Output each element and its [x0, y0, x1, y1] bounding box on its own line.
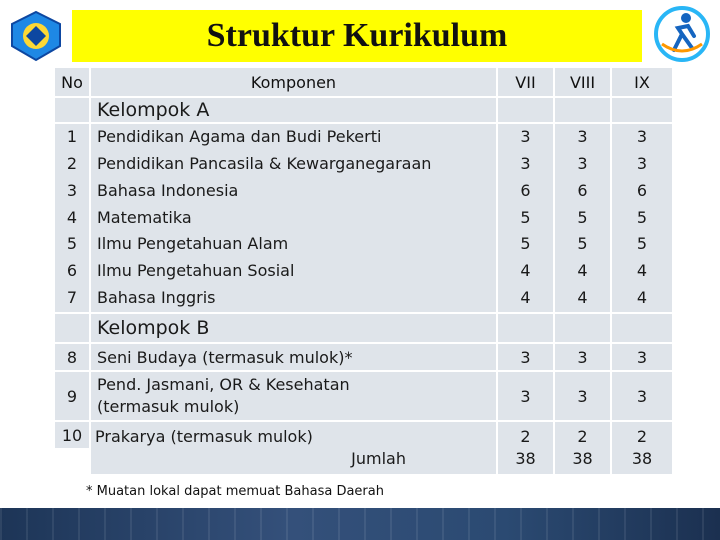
- total-value: 38: [572, 449, 593, 468]
- hours-value: 4: [577, 261, 588, 281]
- hours-value: 6: [520, 180, 531, 200]
- subject-name-and-total: [91, 422, 496, 474]
- hours-value: 4: [577, 287, 588, 307]
- kemdikbud-logo: [4, 6, 68, 66]
- row-no: 7: [66, 287, 78, 307]
- row-no: 5: [66, 234, 78, 254]
- hours-column-ix: [612, 422, 672, 474]
- group-a-block: [55, 124, 672, 312]
- hours-value: 6: [636, 180, 648, 200]
- title-banner: [72, 10, 642, 62]
- hours-value: 3: [498, 372, 553, 420]
- total-value: 38: [631, 449, 653, 468]
- kurikulum-2013-logo: [652, 4, 712, 64]
- hours-value: 2: [577, 427, 588, 446]
- row-no: 6: [66, 261, 78, 281]
- subject-name: Prakarya (termasuk mulok): [95, 427, 313, 446]
- total-value: 38: [515, 449, 536, 468]
- table-row: [55, 344, 672, 370]
- hours-value: 6: [577, 180, 588, 200]
- subject-name: Ilmu Pengetahuan Sosial: [97, 261, 295, 281]
- subject-name: [91, 372, 496, 420]
- subject-name: Pendidikan Pancasila & Kewarganegaraan: [97, 154, 432, 173]
- group-a-viii: [555, 124, 610, 312]
- hours-value: 5: [636, 207, 648, 227]
- row-no: 3: [66, 180, 78, 200]
- hours-value: 3: [612, 344, 672, 370]
- group-a-numbers: [55, 124, 89, 312]
- hours-value: 4: [520, 261, 531, 281]
- hours-value: 3: [577, 154, 588, 173]
- subject-name: Pendidikan Agama dan Budi Pekerti: [97, 127, 382, 147]
- hours-value: 5: [577, 207, 588, 227]
- group-a-vii: [498, 124, 553, 312]
- hours-value: 3: [520, 127, 531, 147]
- subject-name: Ilmu Pengetahuan Alam: [97, 234, 289, 254]
- total-label: Jumlah: [351, 449, 406, 468]
- bottom-decorative-bar: [0, 508, 720, 540]
- header-no: No: [55, 68, 89, 96]
- subject-name: Bahasa Indonesia: [97, 180, 239, 200]
- row-no: 4: [66, 207, 78, 227]
- table-header: [55, 68, 672, 96]
- table-row-total: [55, 422, 672, 474]
- hours-value: 3: [577, 127, 588, 147]
- header-grade-vii: VII: [498, 68, 553, 96]
- hours-value: 2: [636, 427, 648, 446]
- hours-value: 5: [636, 234, 648, 254]
- hours-value: 3: [555, 372, 610, 420]
- subject-name: Matematika: [97, 207, 192, 227]
- row-no: 9: [55, 372, 89, 420]
- hours-value: 4: [636, 261, 648, 281]
- row-no: 2: [66, 154, 78, 173]
- group-b-label: Kelompok B: [91, 314, 496, 342]
- row-no: 8: [55, 344, 89, 370]
- subject-name: Seni Budaya (termasuk mulok)*: [91, 344, 496, 370]
- row-no: 1: [66, 127, 78, 147]
- page-title: Struktur Kurikulum: [206, 17, 508, 54]
- group-b-header: [55, 314, 672, 342]
- hours-value: 3: [636, 154, 648, 173]
- subject-name-line2: (termasuk mulok): [97, 397, 240, 416]
- row-no: 10: [55, 422, 89, 448]
- subject-name: Bahasa Inggris: [97, 287, 216, 307]
- hours-value: 2: [520, 427, 531, 446]
- hours-value: 5: [520, 234, 531, 254]
- hours-value: 4: [520, 287, 531, 307]
- hours-value: 4: [636, 287, 648, 307]
- header-grade-ix: IX: [612, 68, 672, 96]
- hours-value: 3: [555, 344, 610, 370]
- hours-column-viii: [555, 422, 610, 474]
- footnote: * Muatan lokal dapat memuat Bahasa Daerah: [86, 484, 384, 499]
- hours-value: 5: [520, 207, 531, 227]
- header-grade-viii: VIII: [555, 68, 610, 96]
- group-a-label: Kelompok A: [91, 98, 496, 122]
- hours-value: 3: [498, 344, 553, 370]
- header-komponen: Komponen: [91, 68, 496, 96]
- hours-value: 3: [612, 372, 672, 420]
- table-row: [55, 372, 672, 420]
- subject-name-line1: Pend. Jasmani, OR & Kesehatan: [97, 375, 350, 394]
- hours-value: 3: [636, 127, 648, 147]
- group-a-names: [91, 124, 496, 312]
- hours-column-vii: [498, 422, 553, 474]
- hours-value: 5: [577, 234, 588, 254]
- group-a-ix: [612, 124, 672, 312]
- group-a-header: [55, 98, 672, 122]
- hours-value: 3: [520, 154, 531, 173]
